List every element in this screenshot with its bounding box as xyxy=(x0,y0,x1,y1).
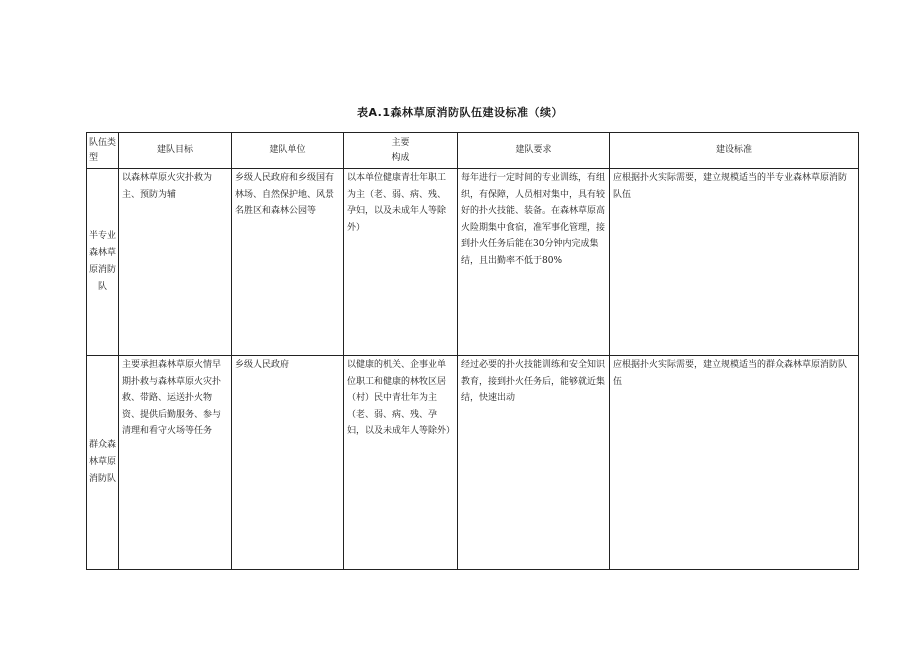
cell-standard: 应根据扑火实际需要，建立规模适当的半专业森林草原消防队伍 xyxy=(610,169,859,356)
header-goal: 建队目标 xyxy=(119,133,232,169)
header-composition: 主要 构成 xyxy=(344,133,458,169)
cell-type: 半专业森林草原消防队 xyxy=(87,169,119,356)
cell-composition: 以本单位健康青壮年职工为主（老、弱、病、残、孕妇，以及未成年人等除外） xyxy=(344,169,458,356)
table-row xyxy=(87,356,859,570)
cell-standard: 应根据扑火实际需要，建立规模适当的群众森林草原消防队伍 xyxy=(610,356,859,570)
header-type: 队伍类型 xyxy=(87,133,119,169)
cell-requirement: 经过必要的扑火技能训练和安全知识教育，接到扑火任务后，能够就近集结，快速出动 xyxy=(458,356,610,570)
table-title: 表A.1森林草原消防队伍建设标准（续） xyxy=(356,106,564,119)
cell-goal: 主要承担森林草原火情早期扑救与森林草原火灾扑救、带路、运送扑火物资、提供后勤服务、参与清理和看守火场等任务 xyxy=(119,356,232,570)
header-standard: 建设标准 xyxy=(610,133,859,169)
table-header-row xyxy=(87,133,859,169)
cell-unit: 乡级人民政府和乡级国有林场、自然保护地、风景名胜区和森林公园等 xyxy=(232,169,344,356)
cell-unit: 乡级人民政府 xyxy=(232,356,344,570)
cell-type: 群众森林草原消防队 xyxy=(87,356,119,570)
standards-table xyxy=(86,132,859,570)
cell-requirement: 每年进行一定时间的专业训练，有组织，有保障，人员相对集中，具有较好的扑火技能、装备。在森林草原高火险期集中食宿，准军事化管理，接到扑火任务后能在30分钟内完成集结，且出勤率不低于80% xyxy=(458,169,610,356)
header-unit: 建队单位 xyxy=(232,133,344,169)
cell-goal: 以森林草原火灾扑救为主、预防为辅 xyxy=(119,169,232,356)
cell-composition: 以健康的机关、企事业单位职工和健康的林牧区居（村）民中青壮年为主（老、弱、病、残、孕妇，以及未成年人等除外） xyxy=(344,356,458,570)
table-row xyxy=(87,169,859,356)
header-requirement: 建队要求 xyxy=(458,133,610,169)
